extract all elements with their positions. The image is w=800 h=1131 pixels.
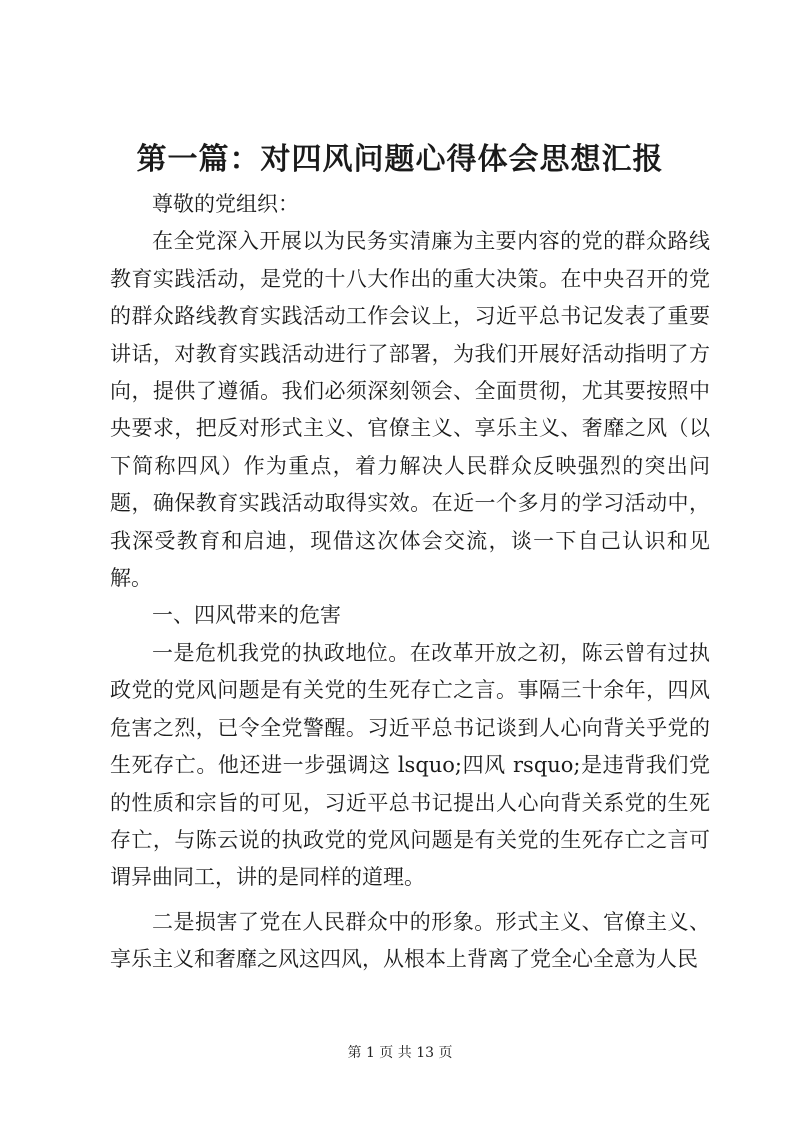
page-title: 第一篇：对四风问题心得体会思想汇报 <box>136 142 664 177</box>
section-heading: 一、四风带来的危害 <box>152 603 341 628</box>
page-footer: 第 1 页 共 13 页 <box>347 1045 453 1061</box>
salutation: 尊敬的党组织： <box>152 192 299 216</box>
body-paragraph: 在全党深入开展以为民务实清廉为主要内容的党的群众路线教育实践活动，是党的十八大作出的重大决策。在中央召开的党的群众路线教育实践活动工作会议上，习近平总书记发表了重要讲话，对教育实践活动进行了部署，为我们开展好活动指明了方向，提供了遵循。我们必须深刻领会、全面贯彻，尤其要按照中央要求，把反对形式主义、官僚主义、享乐主义、奢靡之风（以下简称四风）作为重点，着力解决人民群众反映强烈的突出问题，确保教育实践活动取得实效。在近一个多月的学习活动中，我深受教育和启迪，现借这次体会交流，谈一下自己认识和见解。 <box>110 229 710 591</box>
body-paragraph: 二是损害了党在人民群众中的形象。形式主义、官僚主义、享乐主义和奢靡之风这四风，从根本上背离了党全心全意为人民 <box>110 909 710 972</box>
body-paragraph: 一是危机我党的执政地位。在改革开放之初，陈云曾有过执政党的党风问题是有关党的生死存亡之言。事隔三十余年，四风危害之烈，已令全党警醒。习近平总书记谈到人心向背关乎党的生死存亡。他还进一步强调这 lsquo;四风 rsquo;是违背我们党的性质和宗旨的可见，习近平总书记提出人心向背关系党的生死存亡，与陈云说的执政党的党风问题是有关党的生死存亡之言可谓异曲同工，讲的是同样的道理。 <box>110 640 710 890</box>
document-body <box>110 186 710 979</box>
